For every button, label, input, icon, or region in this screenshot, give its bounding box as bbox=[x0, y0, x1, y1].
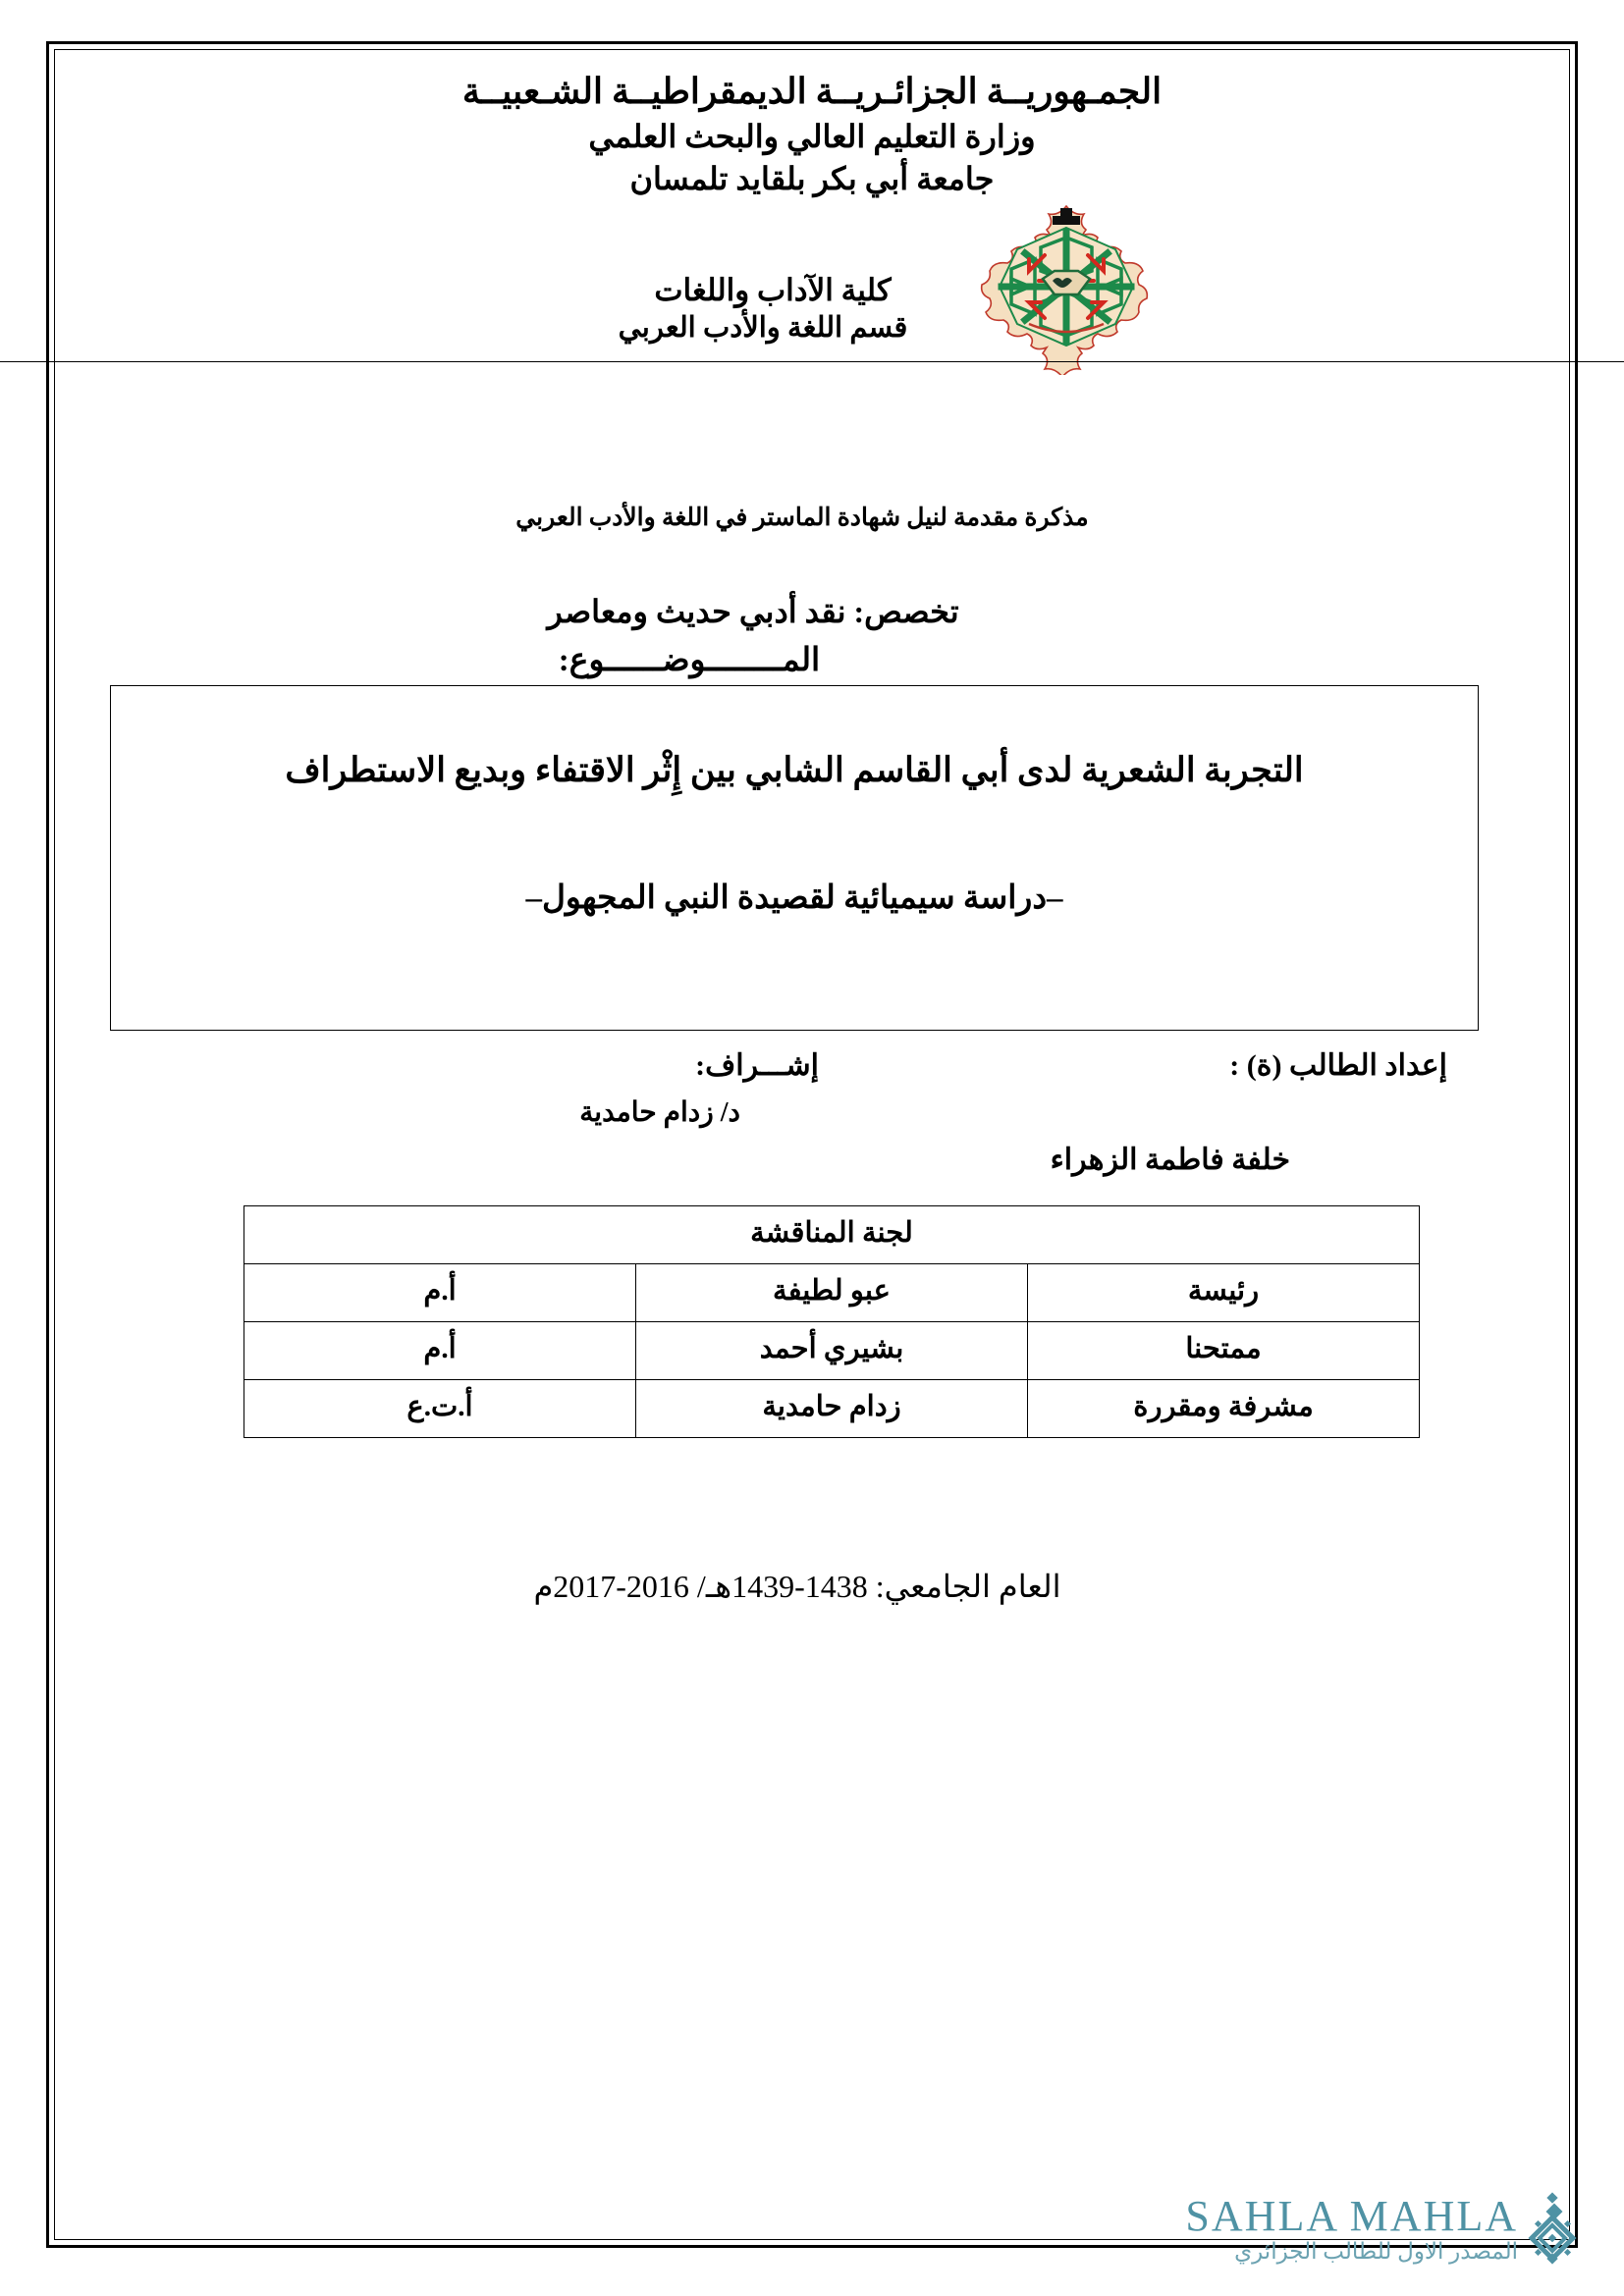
jury-name-cell: زدام حامدية bbox=[636, 1380, 1028, 1438]
specialization-line: تخصص: نقد أدبي حديث ومعاصر bbox=[547, 594, 959, 629]
republic-line: الجمـهوريــة الجزائـريــة الديمقراطيــة الشـعبيــة bbox=[461, 72, 1163, 111]
supervisor-name: د/ زدام حامدية bbox=[579, 1097, 740, 1128]
author-supervisor-block bbox=[59, 1048, 1565, 1196]
faculty-line: كلية الآداب واللغات bbox=[654, 273, 892, 307]
subject-label: المــــــــوضــــــوع: bbox=[558, 643, 821, 678]
academic-year-line: العام الجامعي: 1438-1439هـ/ 2016-2017م bbox=[533, 1569, 1061, 1604]
watermark-text-block bbox=[1185, 2191, 1518, 2264]
jury-heading-cell: لجنة المناقشة bbox=[244, 1206, 1420, 1264]
jury-committee-table bbox=[244, 1205, 1420, 1438]
supervisor-label: إشـــراف: bbox=[695, 1049, 819, 1082]
watermark-title: SAHLA MAHLA bbox=[1185, 2191, 1518, 2240]
jury-role-cell: ممتحنا bbox=[1028, 1322, 1420, 1380]
table-row bbox=[244, 1264, 1420, 1322]
department-line: قسم اللغة والأدب العربي bbox=[618, 312, 908, 345]
jury-role-cell: رئيسة bbox=[1028, 1264, 1420, 1322]
jury-name-cell: عبو لطيفة bbox=[636, 1264, 1028, 1322]
thesis-title-main: التجربة الشعرية لدى أبي القاسم الشابي بين إِثْر الاقتفاء وبديع الاستطراف bbox=[285, 751, 1304, 789]
jury-rank-cell: أ.ت.ع bbox=[244, 1380, 636, 1438]
thesis-title-subtitle: –دراسة سيميائية لقصيدة النبي المجهول– bbox=[525, 880, 1063, 916]
thesis-note: مذكرة مقدمة لنيل شهادة الماستر في اللغة والأدب العربي bbox=[515, 505, 1089, 531]
student-name: خلفة فاطمة الزهراء bbox=[1050, 1144, 1290, 1176]
thesis-title-box bbox=[110, 685, 1479, 1031]
diamond-mark-icon bbox=[1522, 2192, 1583, 2265]
jury-role-cell: مشرفة ومقررة bbox=[1028, 1380, 1420, 1438]
header-divider bbox=[0, 361, 1624, 362]
table-row bbox=[244, 1322, 1420, 1380]
student-label: إعداد الطالب (ة) : bbox=[1229, 1049, 1447, 1082]
jury-name-cell: بشيري أحمد bbox=[636, 1322, 1028, 1380]
jury-table-header-row bbox=[244, 1206, 1420, 1264]
watermark-subtitle: المصدر الاول للطالب الجزائري bbox=[1234, 2238, 1518, 2264]
table-row bbox=[244, 1380, 1420, 1438]
jury-table-body bbox=[244, 1206, 1420, 1438]
jury-rank-cell: أ.م bbox=[244, 1264, 636, 1322]
ministry-line: وزارة التعليم العالي والبحث العلمي bbox=[588, 118, 1036, 154]
page-content bbox=[59, 53, 1565, 2240]
document-header bbox=[59, 53, 1565, 347]
jury-rank-cell: أ.م bbox=[244, 1322, 636, 1380]
university-line: جامعة أبي بكر بلقايد تلمسان bbox=[629, 160, 995, 196]
faculty-department-block bbox=[59, 271, 1565, 347]
sahla-mahla-watermark bbox=[1185, 2192, 1583, 2265]
